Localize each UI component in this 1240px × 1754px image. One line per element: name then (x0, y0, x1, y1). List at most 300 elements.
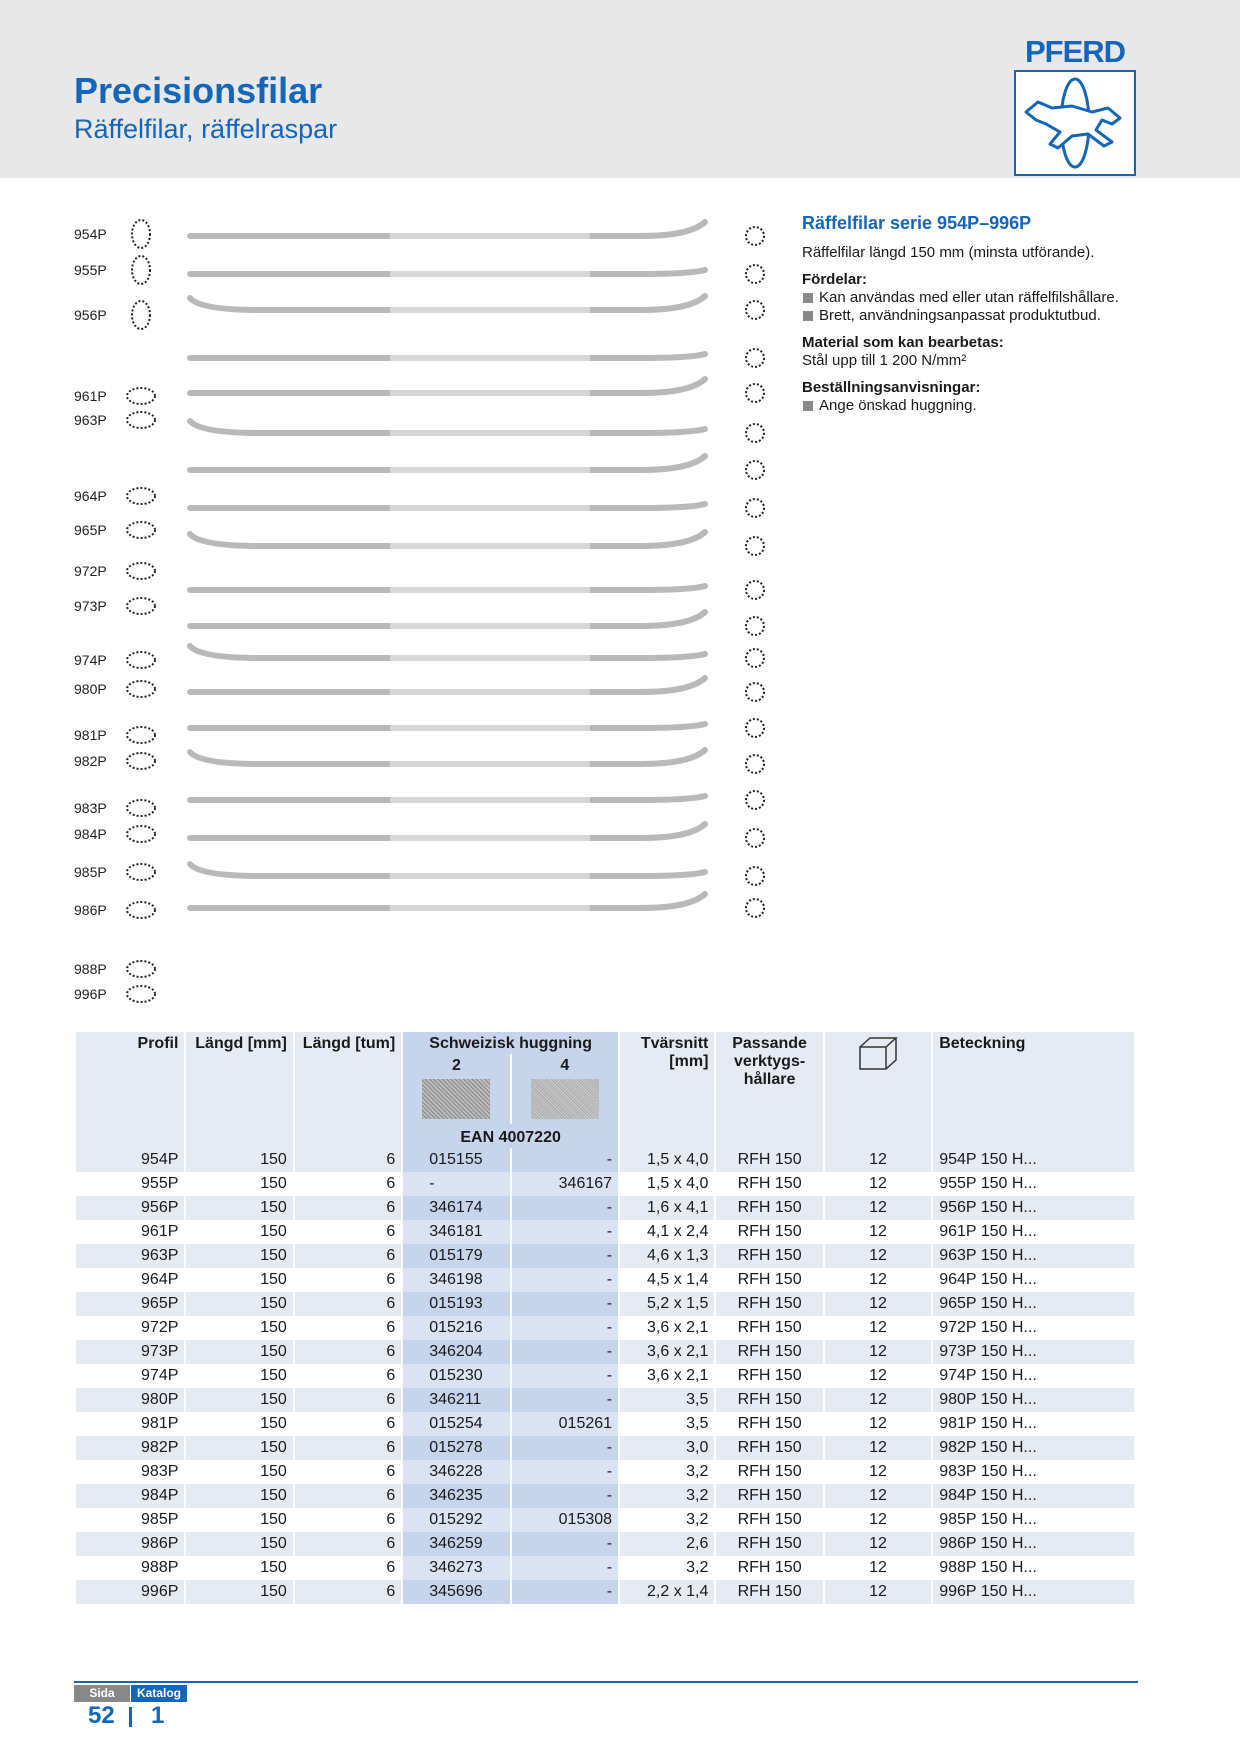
cell-langd-tum: 6 (295, 1220, 401, 1244)
cell-langd-tum: 6 (295, 1172, 401, 1196)
table-row (76, 1148, 1134, 1172)
cell-passande: RFH 150 (716, 1244, 822, 1268)
col-langd-tum: Längd [tum] (295, 1032, 401, 1148)
file-profile-icon (127, 412, 155, 428)
cell-langd-tum: 6 (295, 1508, 401, 1532)
cell-tvarsnitt: 3,2 (620, 1556, 714, 1580)
table-row (76, 1340, 1134, 1364)
info-description: Räffelfilar längd 150 mm (minsta utförande). (802, 244, 1095, 261)
table-row (76, 1484, 1134, 1508)
cell-passande: RFH 150 (716, 1556, 822, 1580)
file-profile-icon (127, 826, 155, 842)
cell-beteckning: 972P 150 H... (933, 1316, 1134, 1340)
cell-profil: 986P (76, 1532, 184, 1556)
file-handle (390, 725, 590, 731)
cell-langd-tum: 6 (295, 1196, 401, 1220)
col-tvarsnitt: Tvärsnitt [mm] (620, 1032, 714, 1148)
cell-langd-mm: 150 (186, 1436, 292, 1460)
file-profile-icon (127, 902, 155, 918)
cell-langd-mm: 150 (186, 1220, 292, 1244)
cell-ean-cut2: 346204 (403, 1340, 509, 1364)
cell-passande: RFH 150 (716, 1196, 822, 1220)
table-row (76, 1532, 1134, 1556)
page-header (0, 0, 1240, 178)
cell-ean-cut4: 015308 (512, 1508, 618, 1532)
col-langd-mm: Längd [mm] (186, 1032, 292, 1148)
file-code-label: 972P (74, 563, 107, 579)
cell-beteckning: 974P 150 H... (933, 1364, 1134, 1388)
cell-pack: 12 (825, 1292, 931, 1316)
cell-ean-cut4: 015261 (512, 1412, 618, 1436)
cell-beteckning: 961P 150 H... (933, 1220, 1134, 1244)
cell-profil: 972P (76, 1316, 184, 1340)
cell-beteckning: 965P 150 H... (933, 1292, 1134, 1316)
file-code-label: 963P (74, 412, 107, 428)
cell-ean-cut2: 015254 (403, 1412, 509, 1436)
cell-langd-mm: 150 (186, 1580, 292, 1604)
cell-ean-cut2: 015216 (403, 1316, 509, 1340)
cut-2-label: 2 (451, 1057, 461, 1074)
cell-profil: 955P (76, 1172, 184, 1196)
file-handle (390, 430, 590, 436)
cut-4-header (512, 1054, 618, 1124)
page-number: 52 (88, 1702, 115, 1729)
ean-header: EAN 4007220 (403, 1124, 618, 1148)
file-profile-icon (127, 961, 155, 977)
cell-langd-mm: 150 (186, 1172, 292, 1196)
order-item: Ange önskad huggning. (802, 397, 1182, 415)
cell-langd-mm: 150 (186, 1484, 292, 1508)
footer-rule (74, 1681, 1138, 1683)
cell-ean-cut2: 346273 (403, 1556, 509, 1580)
cell-tvarsnitt: 1,6 x 4,1 (620, 1196, 714, 1220)
table-row (76, 1580, 1134, 1604)
cell-langd-mm: 150 (186, 1316, 292, 1340)
advantage-item: Kan användas med eller utan räffelfilshållare. (802, 289, 1182, 307)
cell-langd-tum: 6 (295, 1556, 401, 1580)
cell-langd-mm: 150 (186, 1340, 292, 1364)
logo-text: PFERD (1024, 34, 1126, 69)
file-code-label: 988P (74, 961, 107, 977)
file-handle (390, 233, 590, 239)
cell-beteckning: 988P 150 H... (933, 1556, 1134, 1580)
file-handle (390, 689, 590, 695)
cell-passande: RFH 150 (716, 1220, 822, 1244)
table-row (76, 1220, 1134, 1244)
cell-tvarsnitt: 3,5 (620, 1412, 714, 1436)
cell-profil: 985P (76, 1508, 184, 1532)
file-profile-icon (746, 867, 764, 885)
file-code-label: 986P (74, 902, 107, 918)
table-row (76, 1244, 1134, 1268)
file-handle (390, 543, 590, 549)
file-profile-icon (132, 301, 150, 329)
col-cut: Schweizisk huggning (403, 1032, 618, 1054)
cell-ean-cut4: 346167 (512, 1172, 618, 1196)
cell-beteckning: 982P 150 H... (933, 1436, 1134, 1460)
cell-beteckning: 955P 150 H... (933, 1172, 1134, 1196)
file-handle (390, 390, 590, 396)
file-code-label: 964P (74, 488, 107, 504)
cell-passande: RFH 150 (716, 1580, 822, 1604)
cell-langd-tum: 6 (295, 1244, 401, 1268)
catalog-number: 1 (151, 1702, 165, 1729)
table-row (76, 1436, 1134, 1460)
cell-langd-mm: 150 (186, 1532, 292, 1556)
cell-langd-tum: 6 (295, 1580, 401, 1604)
cell-passande: RFH 150 (716, 1172, 822, 1196)
cell-profil: 984P (76, 1484, 184, 1508)
file-handle (390, 623, 590, 629)
package-box-icon (858, 1058, 898, 1075)
file-code-label: 956P (74, 307, 107, 323)
cell-pack: 12 (825, 1220, 931, 1244)
cell-langd-mm: 150 (186, 1508, 292, 1532)
file-profile-icon (746, 461, 764, 479)
cell-langd-tum: 6 (295, 1340, 401, 1364)
table-row (76, 1508, 1134, 1532)
cell-passande: RFH 150 (716, 1508, 822, 1532)
cell-profil: 973P (76, 1340, 184, 1364)
cell-beteckning: 983P 150 H... (933, 1460, 1134, 1484)
cell-tvarsnitt: 4,5 x 1,4 (620, 1268, 714, 1292)
cell-passande: RFH 150 (716, 1340, 822, 1364)
cut-4-texture (531, 1079, 599, 1119)
cell-ean-cut4: - (512, 1556, 618, 1580)
table-row (76, 1196, 1134, 1220)
cell-langd-mm: 150 (186, 1388, 292, 1412)
cell-beteckning: 985P 150 H... (933, 1508, 1134, 1532)
file-code-label: 983P (74, 800, 107, 816)
cell-passande: RFH 150 (716, 1412, 822, 1436)
cell-passande: RFH 150 (716, 1436, 822, 1460)
cell-profil: 988P (76, 1556, 184, 1580)
cell-pack: 12 (825, 1172, 931, 1196)
cell-langd-mm: 150 (186, 1412, 292, 1436)
cell-langd-tum: 6 (295, 1532, 401, 1556)
file-profile-icon (746, 617, 764, 635)
cell-pack: 12 (825, 1532, 931, 1556)
cell-ean-cut2: 015292 (403, 1508, 509, 1532)
file-profile-icon (127, 522, 155, 538)
cell-ean-cut2: 015278 (403, 1436, 509, 1460)
cell-ean-cut4: - (512, 1244, 618, 1268)
file-profile-icon (127, 488, 155, 504)
cell-beteckning: 973P 150 H... (933, 1340, 1134, 1364)
cell-passande: RFH 150 (716, 1292, 822, 1316)
cell-langd-mm: 150 (186, 1268, 292, 1292)
brand-logo (1012, 34, 1138, 144)
footer-separator (129, 1707, 132, 1727)
file-profile-icon (746, 899, 764, 917)
product-info (802, 214, 1182, 415)
cut-2-header (403, 1054, 509, 1124)
cell-pack: 12 (825, 1484, 931, 1508)
advantage-item: Brett, användningsanpassat produktutbud. (802, 307, 1182, 325)
file-handle (390, 797, 590, 803)
cell-ean-cut2: 346235 (403, 1484, 509, 1508)
cell-pack: 12 (825, 1508, 931, 1532)
cell-passande: RFH 150 (716, 1388, 822, 1412)
cell-tvarsnitt: 3,2 (620, 1508, 714, 1532)
product-table (74, 1032, 1136, 1604)
cell-ean-cut2: 346211 (403, 1388, 509, 1412)
file-profile-icon (127, 864, 155, 880)
file-profile-icon (127, 800, 155, 816)
cell-profil: 964P (76, 1268, 184, 1292)
file-profile-icon (746, 227, 764, 245)
table-row (76, 1460, 1134, 1484)
cell-ean-cut2: 346198 (403, 1268, 509, 1292)
file-profile-icon (746, 424, 764, 442)
material-title: Material som kan bearbetas: (802, 334, 1004, 351)
cell-ean-cut4: - (512, 1460, 618, 1484)
file-code-label: 974P (74, 652, 107, 668)
cell-langd-mm: 150 (186, 1292, 292, 1316)
cell-pack: 12 (825, 1436, 931, 1460)
file-handle (390, 355, 590, 361)
cell-tvarsnitt: 3,5 (620, 1388, 714, 1412)
cell-tvarsnitt: 3,2 (620, 1460, 714, 1484)
file-profile-icon (127, 753, 155, 769)
table-row (76, 1172, 1134, 1196)
cell-profil: 956P (76, 1196, 184, 1220)
cell-passande: RFH 150 (716, 1268, 822, 1292)
file-profile-icon (127, 652, 155, 668)
file-handle (390, 271, 590, 277)
material-text: Stål upp till 1 200 N/mm² (802, 352, 967, 369)
cell-pack: 12 (825, 1316, 931, 1340)
cell-langd-tum: 6 (295, 1292, 401, 1316)
cell-langd-tum: 6 (295, 1148, 401, 1172)
cell-ean-cut4: - (512, 1388, 618, 1412)
cell-profil: 980P (76, 1388, 184, 1412)
cut-4-label: 4 (560, 1057, 570, 1074)
table-row (76, 1316, 1134, 1340)
file-profile-icon (746, 537, 764, 555)
cell-pack: 12 (825, 1580, 931, 1604)
file-profile-icon (132, 256, 150, 284)
cell-beteckning: 954P 150 H... (933, 1148, 1134, 1172)
file-code-label: 961P (74, 388, 107, 404)
cell-passande: RFH 150 (716, 1148, 822, 1172)
file-profile-icon (127, 388, 155, 404)
cell-profil: 961P (76, 1220, 184, 1244)
cell-tvarsnitt: 3,6 x 2,1 (620, 1364, 714, 1388)
cell-ean-cut4: - (512, 1340, 618, 1364)
file-code-label: 996P (74, 986, 107, 1002)
file-handle (390, 761, 590, 767)
cell-pack: 12 (825, 1364, 931, 1388)
cell-pack: 12 (825, 1196, 931, 1220)
cell-ean-cut4: - (512, 1436, 618, 1460)
cell-passande: RFH 150 (716, 1460, 822, 1484)
file-profile-icon (127, 681, 155, 697)
cell-pack: 12 (825, 1148, 931, 1172)
file-code-label: 981P (74, 727, 107, 743)
cell-beteckning: 986P 150 H... (933, 1532, 1134, 1556)
cell-tvarsnitt: 3,0 (620, 1436, 714, 1460)
cell-ean-cut4: - (512, 1484, 618, 1508)
cell-ean-cut4: - (512, 1148, 618, 1172)
file-handle (390, 307, 590, 313)
cell-ean-cut2: 015179 (403, 1244, 509, 1268)
cell-langd-tum: 6 (295, 1316, 401, 1340)
file-profile-icon (746, 755, 764, 773)
col-pack (825, 1032, 931, 1148)
footer-sida-label: Sida (74, 1685, 130, 1702)
file-profile-icon (746, 349, 764, 367)
cell-passande: RFH 150 (716, 1532, 822, 1556)
file-profile-icon (746, 791, 764, 809)
cell-tvarsnitt: 2,2 x 1,4 (620, 1580, 714, 1604)
cell-profil: 963P (76, 1244, 184, 1268)
cell-tvarsnitt: 1,5 x 4,0 (620, 1148, 714, 1172)
file-handle (390, 905, 590, 911)
file-code-label: 980P (74, 681, 107, 697)
file-profile-icon (746, 499, 764, 517)
file-code-label: 965P (74, 522, 107, 538)
file-profile-icon (127, 598, 155, 614)
cell-langd-tum: 6 (295, 1460, 401, 1484)
file-profile-icon (746, 829, 764, 847)
cell-pack: 12 (825, 1340, 931, 1364)
file-profile-icon (746, 384, 764, 402)
cell-langd-mm: 150 (186, 1460, 292, 1484)
table-row (76, 1364, 1134, 1388)
file-profile-icon (746, 719, 764, 737)
cell-ean-cut2: 015230 (403, 1364, 509, 1388)
cell-ean-cut2: 015155 (403, 1148, 509, 1172)
cell-langd-mm: 150 (186, 1556, 292, 1580)
file-code-label: 982P (74, 753, 107, 769)
page-subtitle: Räffelfilar, räffelraspar (74, 114, 338, 144)
cell-pack: 12 (825, 1268, 931, 1292)
cell-langd-mm: 150 (186, 1196, 292, 1220)
cell-tvarsnitt: 3,6 x 2,1 (620, 1340, 714, 1364)
col-beteckning: Beteckning (933, 1032, 1134, 1148)
cell-langd-mm: 150 (186, 1364, 292, 1388)
cell-langd-tum: 6 (295, 1268, 401, 1292)
cell-profil: 982P (76, 1436, 184, 1460)
cell-pack: 12 (825, 1556, 931, 1580)
cell-langd-mm: 150 (186, 1244, 292, 1268)
cell-beteckning: 956P 150 H... (933, 1196, 1134, 1220)
file-handle (390, 467, 590, 473)
cell-beteckning: 981P 150 H... (933, 1412, 1134, 1436)
cell-pack: 12 (825, 1244, 931, 1268)
cell-ean-cut4: - (512, 1196, 618, 1220)
page-title: Precisionsfilar (74, 70, 323, 111)
cell-ean-cut4: - (512, 1292, 618, 1316)
cell-ean-cut4: - (512, 1220, 618, 1244)
file-profile-icon (746, 265, 764, 283)
cell-langd-tum: 6 (295, 1412, 401, 1436)
cell-tvarsnitt: 4,1 x 2,4 (620, 1220, 714, 1244)
file-handle (390, 835, 590, 841)
file-handle (390, 587, 590, 593)
cell-tvarsnitt: 2,6 (620, 1532, 714, 1556)
file-profile-icon (746, 649, 764, 667)
cell-pack: 12 (825, 1412, 931, 1436)
file-profile-icon (746, 301, 764, 319)
cell-langd-tum: 6 (295, 1388, 401, 1412)
cell-passande: RFH 150 (716, 1316, 822, 1340)
cell-tvarsnitt: 4,6 x 1,3 (620, 1244, 714, 1268)
file-illustration-area (0, 200, 800, 1020)
cell-beteckning: 963P 150 H... (933, 1244, 1134, 1268)
file-handle (390, 655, 590, 661)
cell-pack: 12 (825, 1388, 931, 1412)
file-handle (390, 505, 590, 511)
table-row (76, 1292, 1134, 1316)
file-code-label: 984P (74, 826, 107, 842)
file-profile-icon (127, 727, 155, 743)
file-profile-icon (127, 986, 155, 1002)
cell-ean-cut2: 346228 (403, 1460, 509, 1484)
cell-beteckning: 996P 150 H... (933, 1580, 1134, 1604)
info-heading: Räffelfilar serie 954P–996P (802, 213, 1032, 233)
col-profil: Profil (76, 1032, 184, 1148)
col-passande: Passande verktygs-hållare (716, 1032, 822, 1148)
cell-passande: RFH 150 (716, 1484, 822, 1508)
advantages-title: Fördelar: (802, 271, 868, 288)
cell-ean-cut4: - (512, 1532, 618, 1556)
cell-pack: 12 (825, 1460, 931, 1484)
cell-langd-tum: 6 (295, 1436, 401, 1460)
cut-2-texture (422, 1079, 490, 1119)
cell-ean-cut2: 346259 (403, 1532, 509, 1556)
file-profile-icon (746, 683, 764, 701)
cell-ean-cut4: - (512, 1316, 618, 1340)
table-row (76, 1412, 1134, 1436)
cell-langd-tum: 6 (295, 1484, 401, 1508)
table-row (76, 1388, 1134, 1412)
cell-passande: RFH 150 (716, 1364, 822, 1388)
cell-ean-cut4: - (512, 1580, 618, 1604)
footer-katalog-label: Katalog (131, 1685, 187, 1702)
cell-tvarsnitt: 5,2 x 1,5 (620, 1292, 714, 1316)
cell-tvarsnitt: 3,2 (620, 1484, 714, 1508)
file-profile-icon (132, 220, 150, 248)
file-code-label: 985P (74, 864, 107, 880)
cell-langd-mm: 150 (186, 1148, 292, 1172)
cell-profil: 974P (76, 1364, 184, 1388)
cell-tvarsnitt: 3,6 x 2,1 (620, 1316, 714, 1340)
cell-ean-cut2: - (403, 1172, 509, 1196)
file-code-label: 955P (74, 262, 107, 278)
table-row (76, 1556, 1134, 1580)
cell-profil: 996P (76, 1580, 184, 1604)
cell-ean-cut4: - (512, 1364, 618, 1388)
cell-beteckning: 980P 150 H... (933, 1388, 1134, 1412)
cell-ean-cut2: 345696 (403, 1580, 509, 1604)
cell-langd-tum: 6 (295, 1364, 401, 1388)
cell-tvarsnitt: 1,5 x 4,0 (620, 1172, 714, 1196)
cell-ean-cut4: - (512, 1268, 618, 1292)
file-profile-icon (746, 581, 764, 599)
cell-profil: 983P (76, 1460, 184, 1484)
cell-ean-cut2: 346181 (403, 1220, 509, 1244)
file-code-label: 954P (74, 226, 107, 242)
file-handle (390, 873, 590, 879)
cell-profil: 954P (76, 1148, 184, 1172)
file-code-label: 973P (74, 598, 107, 614)
order-title: Beställningsanvisningar: (802, 379, 981, 396)
table-row (76, 1268, 1134, 1292)
cell-ean-cut2: 015193 (403, 1292, 509, 1316)
cell-profil: 981P (76, 1412, 184, 1436)
